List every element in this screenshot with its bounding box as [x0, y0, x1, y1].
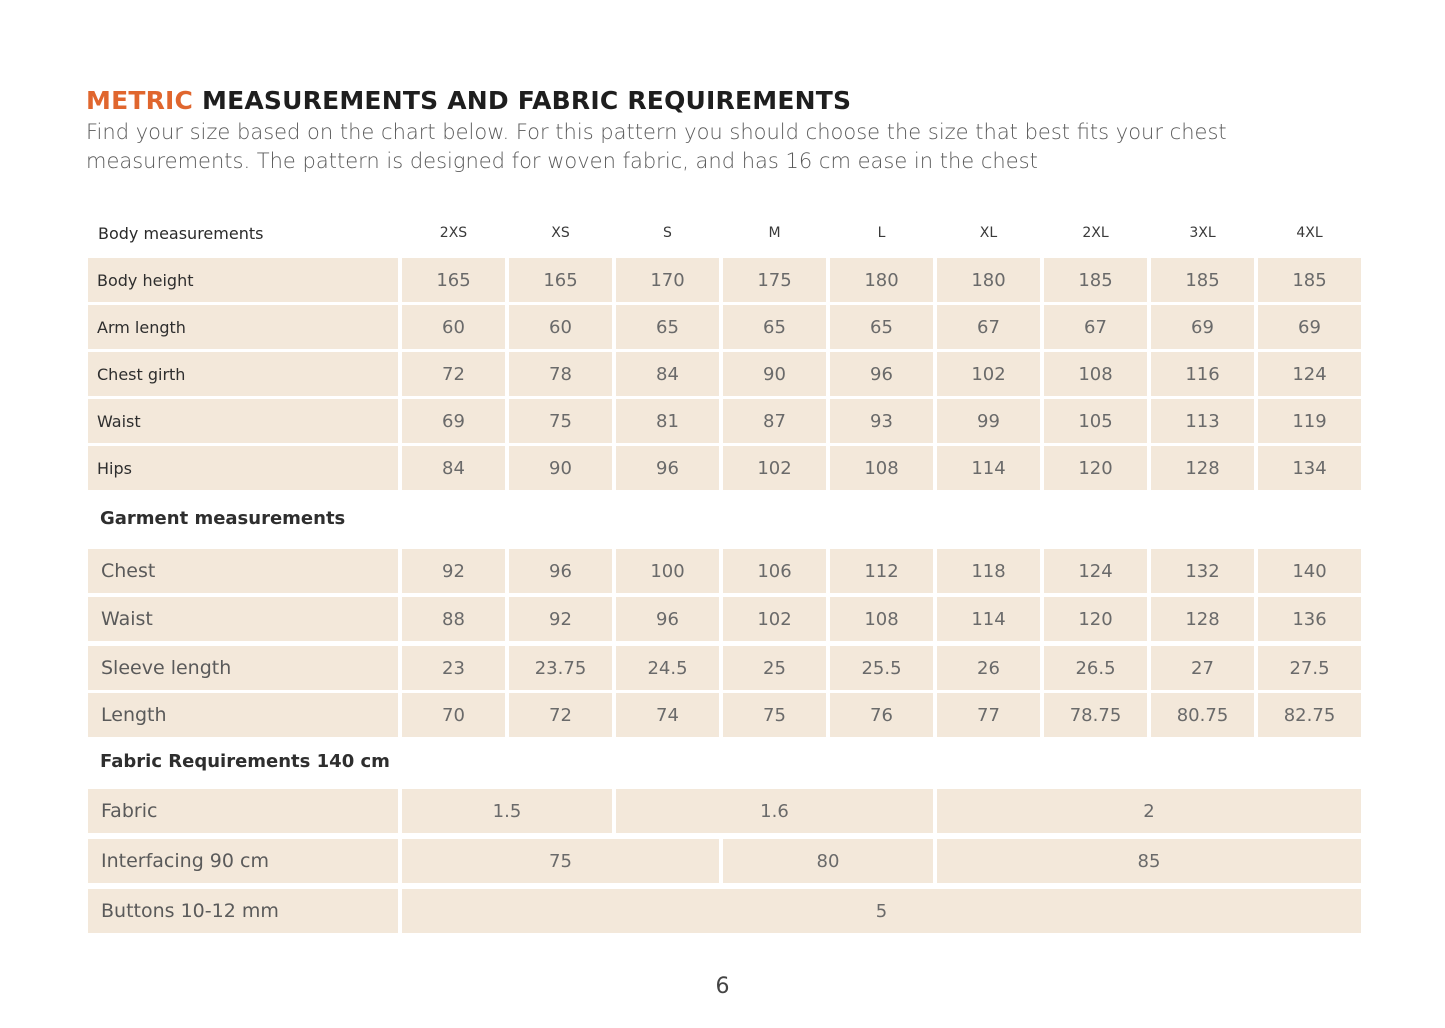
table-cell: 185 — [1258, 258, 1361, 302]
size-header: S — [663, 225, 672, 241]
table-cell: 77 — [937, 693, 1040, 737]
table-cell: 67 — [937, 305, 1040, 349]
table-cell: 84 — [402, 446, 505, 490]
table-cell: 90 — [509, 446, 612, 490]
table-row — [88, 693, 1360, 740]
table-row — [88, 839, 1360, 886]
table-cell: 65 — [616, 305, 719, 349]
table-cell: 185 — [1044, 258, 1147, 302]
row-label: Interfacing 90 cm — [88, 839, 398, 883]
intro-text: Find your size based on the chart below. For this pattern you should choose the size that best fits your chest measurements. The pattern is designed for woven fabric, and has 16 cm ease in the chest — [86, 120, 1227, 173]
table-cell: 92 — [402, 549, 505, 593]
table-cell: 112 — [830, 549, 933, 593]
row-label: Waist — [88, 399, 398, 443]
table-cell: 25.5 — [830, 646, 933, 690]
table-cell: 128 — [1151, 597, 1254, 641]
table-cell: 69 — [1258, 305, 1361, 349]
size-header: XS — [551, 225, 570, 241]
row-label: Waist — [88, 597, 398, 641]
page-title — [86, 86, 851, 115]
table-cell: 119 — [1258, 399, 1361, 443]
table-row — [88, 258, 1360, 305]
table-cell: 65 — [723, 305, 826, 349]
table-cell: 5 — [402, 889, 1361, 933]
size-header: 2XS — [439, 225, 468, 241]
table-cell: 2 — [937, 789, 1361, 833]
table-cell: 114 — [937, 446, 1040, 490]
table-cell: 120 — [1044, 446, 1147, 490]
table-cell: 88 — [402, 597, 505, 641]
table-row — [88, 446, 1360, 493]
size-header: 2XL — [1082, 225, 1109, 241]
table-cell: 170 — [616, 258, 719, 302]
row-label: Chest — [88, 549, 398, 593]
table-row — [88, 549, 1360, 596]
table-cell: 92 — [509, 597, 612, 641]
table-cell: 102 — [937, 352, 1040, 396]
table-cell: 108 — [830, 597, 933, 641]
table-cell: 75 — [723, 693, 826, 737]
table-cell: 65 — [830, 305, 933, 349]
fabric-requirements-heading: Fabric Requirements 140 cm — [100, 751, 390, 772]
table-cell: 96 — [616, 597, 719, 641]
table-cell: 80.75 — [1151, 693, 1254, 737]
table-cell: 116 — [1151, 352, 1254, 396]
table-cell: 175 — [723, 258, 826, 302]
table-row — [88, 597, 1360, 644]
garment-measurements-heading: Garment measurements — [100, 508, 346, 529]
table-cell: 60 — [402, 305, 505, 349]
table-cell: 128 — [1151, 446, 1254, 490]
table-cell: 69 — [1151, 305, 1254, 349]
row-label: Fabric — [88, 789, 398, 833]
table-cell: 76 — [830, 693, 933, 737]
table-row — [88, 789, 1360, 836]
table-cell: 75 — [509, 399, 612, 443]
table-cell: 96 — [509, 549, 612, 593]
row-label: Arm length — [88, 305, 398, 349]
table-row — [88, 352, 1360, 399]
table-cell: 102 — [723, 446, 826, 490]
table-cell: 100 — [616, 549, 719, 593]
table-cell: 99 — [937, 399, 1040, 443]
row-label: Chest girth — [88, 352, 398, 396]
table-row — [88, 646, 1360, 693]
table-cell: 84 — [616, 352, 719, 396]
table-cell: 124 — [1044, 549, 1147, 593]
table-cell: 80 — [723, 839, 933, 883]
table-cell: 105 — [1044, 399, 1147, 443]
table-cell: 132 — [1151, 549, 1254, 593]
table-cell: 108 — [830, 446, 933, 490]
table-cell: 90 — [723, 352, 826, 396]
table-row — [88, 305, 1360, 352]
table-row — [88, 399, 1360, 446]
table-cell: 60 — [509, 305, 612, 349]
table-cell: 26.5 — [1044, 646, 1147, 690]
table-cell: 106 — [723, 549, 826, 593]
table-cell: 87 — [723, 399, 826, 443]
table-cell: 136 — [1258, 597, 1361, 641]
size-header: M — [768, 225, 781, 241]
table-cell: 69 — [402, 399, 505, 443]
title-accent: METRIC — [86, 86, 194, 115]
table-cell: 96 — [830, 352, 933, 396]
table-cell: 113 — [1151, 399, 1254, 443]
table-cell: 134 — [1258, 446, 1361, 490]
table-row — [88, 889, 1360, 936]
table-cell: 23.75 — [509, 646, 612, 690]
size-header: 4XL — [1296, 225, 1323, 241]
table-cell: 108 — [1044, 352, 1147, 396]
table-cell: 165 — [509, 258, 612, 302]
table-cell: 27.5 — [1258, 646, 1361, 690]
row-label: Length — [88, 693, 398, 737]
table-cell: 67 — [1044, 305, 1147, 349]
table-cell: 85 — [937, 839, 1361, 883]
table-cell: 74 — [616, 693, 719, 737]
table-cell: 70 — [402, 693, 505, 737]
table-cell: 75 — [402, 839, 719, 883]
size-header: 3XL — [1189, 225, 1216, 241]
row-label: Buttons 10-12 mm — [88, 889, 398, 933]
table-cell: 114 — [937, 597, 1040, 641]
size-header-row — [88, 219, 1360, 247]
size-header: L — [877, 225, 886, 241]
table-cell: 24.5 — [616, 646, 719, 690]
table-cell: 102 — [723, 597, 826, 641]
row-label: Body height — [88, 258, 398, 302]
row-label: Sleeve length — [88, 646, 398, 690]
table-cell: 81 — [616, 399, 719, 443]
table-cell: 1.5 — [402, 789, 612, 833]
table-cell: 26 — [937, 646, 1040, 690]
table-cell: 82.75 — [1258, 693, 1361, 737]
size-header: XL — [979, 225, 998, 241]
table-cell: 165 — [402, 258, 505, 302]
body-measurements-label: Body measurements — [98, 223, 264, 243]
table-cell: 118 — [937, 549, 1040, 593]
table-cell: 78.75 — [1044, 693, 1147, 737]
table-cell: 72 — [509, 693, 612, 737]
table-cell: 96 — [616, 446, 719, 490]
table-cell: 78 — [509, 352, 612, 396]
table-cell: 23 — [402, 646, 505, 690]
table-cell: 180 — [830, 258, 933, 302]
page-number: 6 — [715, 974, 730, 999]
row-label: Hips — [88, 446, 398, 490]
title-rest: MEASUREMENTS AND FABRIC REQUIREMENTS — [202, 86, 852, 115]
table-cell: 185 — [1151, 258, 1254, 302]
table-cell: 27 — [1151, 646, 1254, 690]
table-cell: 124 — [1258, 352, 1361, 396]
table-cell: 72 — [402, 352, 505, 396]
table-cell: 25 — [723, 646, 826, 690]
table-cell: 140 — [1258, 549, 1361, 593]
table-cell: 1.6 — [616, 789, 933, 833]
table-cell: 120 — [1044, 597, 1147, 641]
table-cell: 180 — [937, 258, 1040, 302]
table-cell: 93 — [830, 399, 933, 443]
